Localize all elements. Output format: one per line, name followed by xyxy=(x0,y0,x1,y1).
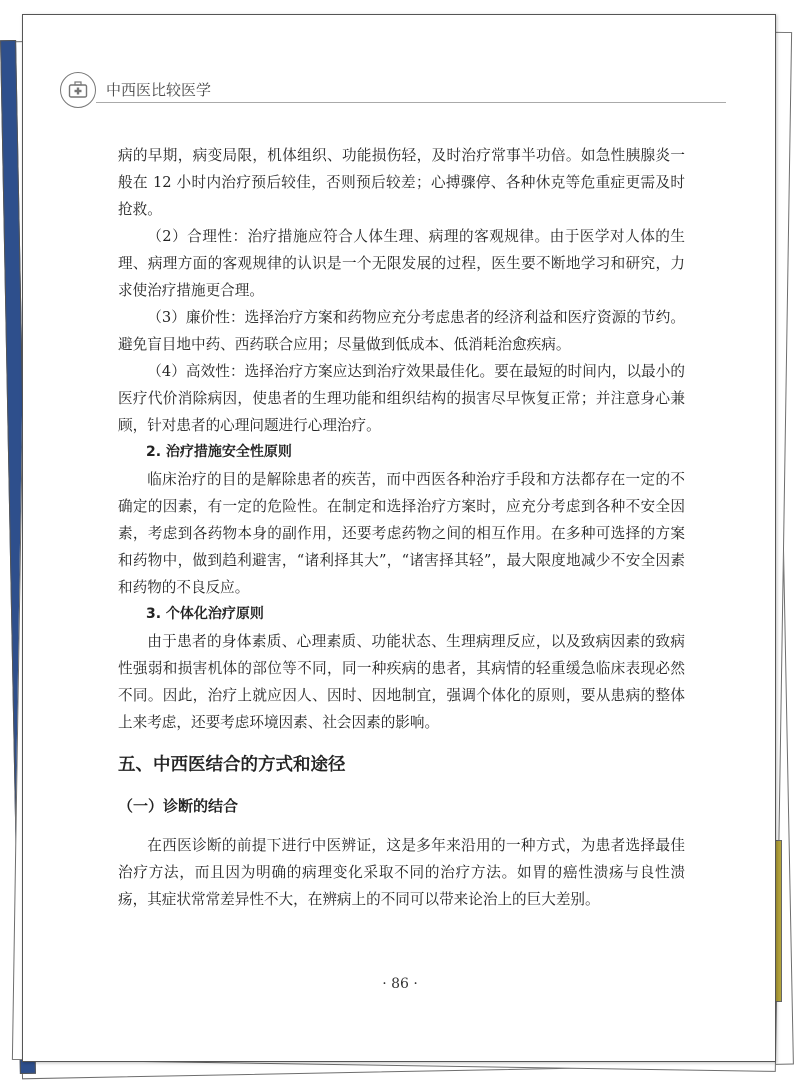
section-heading: 五、中西医结合的方式和途径 xyxy=(118,755,346,775)
heading-safety-principle: 2. 治疗措施安全性原则 xyxy=(146,444,292,460)
paragraph-economy: （3）廉价性：选择治疗方案和药物应充分考虑患者的经济利益和医疗资源的节约。避免盲目地中药、西药联合应用；尽量做到低成本、低消耗治愈疾病。 xyxy=(118,309,685,353)
body-text xyxy=(118,142,685,913)
paragraph-efficiency: （4）高效性：选择治疗方案应达到治疗效果最佳化。要在最短的时间内，以最小的医疗代价消除病因，使患者的生理功能和组织结构的损害尽早恢复正常；并注意身心兼顾，针对患者的心理问题进行心理治疗。 xyxy=(118,363,685,434)
paragraph-diagnosis: 在西医诊断的前提下进行中医辨证，这是多年来沿用的一种方式，为患者选择最佳治疗方法，而且因为明确的病理变化采取不同的治疗方法。如胃的癌性溃疡与良性溃疡，其症状常常差异性不大，在辨病上的不同可以带来论治上的巨大差别。 xyxy=(118,837,685,908)
running-header xyxy=(60,72,660,112)
paragraph-safety: 临床治疗的目的是解除患者的疾苦，而中西医各种治疗手段和方法都存在一定的不确定的因素，有一定的危险性。在制定和选择治疗方案时，应充分考虑到各种不安全因素，考虑到各药物本身的副作用，还要考虑药物之间的相互作用。在多种可选择的方案和药物中，做到趋利避害，“诸利择其大”，“诸害择其轻”，最大限度地减少不安全因素和药物的不良反应。 xyxy=(118,471,685,596)
paragraph-rationality: （2）合理性：治疗措施应符合人体生理、病理的客观规律。由于医学对人体的生理、病理方面的客观规律的认识是一个无限发展的过程，医生要不断地学习和研究，力求使治疗措施更合理。 xyxy=(118,228,685,299)
paragraph: 病的早期，病变局限，机体组织、功能损伤轻，及时治疗常事半功倍。如急性胰腺炎一般在 12 小时内治疗预后较佳，否则预后较差；心搏骤停、各种休克等危重症更需及时抢救。 xyxy=(118,147,685,218)
medical-kit-icon xyxy=(60,72,96,108)
book-title: 中西医比较医学 xyxy=(106,81,212,99)
header-rule xyxy=(96,102,726,103)
page-number: · 86 · xyxy=(382,976,418,992)
subsection-heading: （一）诊断的结合 xyxy=(118,797,239,815)
heading-individualized-principle: 3. 个体化治疗原则 xyxy=(146,606,264,622)
paragraph-individualized: 由于患者的身体素质、心理素质、功能状态、生理病理反应，以及致病因素的致病性强弱和损害机体的部位等不同，同一种疾病的患者，其病情的轻重缓急临床表现必然不同。因此，治疗上就应因人、因时、因地制宜，强调个体化的原则，要从患病的整体上来考虑，还要考虑环境因素、社会因素的影响。 xyxy=(118,633,685,731)
